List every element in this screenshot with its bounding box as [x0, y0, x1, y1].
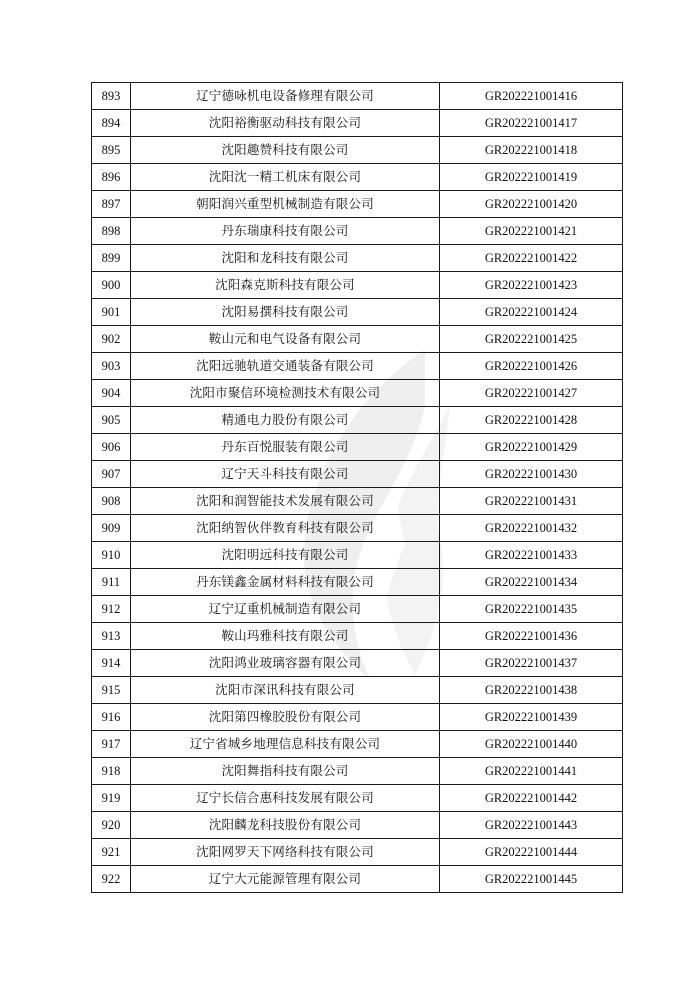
table-row — [92, 407, 623, 434]
company-name-cell: 丹东镁鑫金属材料科技有限公司 — [131, 569, 440, 596]
certificate-table — [91, 82, 623, 893]
row-number-cell: 899 — [92, 245, 131, 272]
company-name-cell: 鞍山玛雅科技有限公司 — [131, 623, 440, 650]
certificate-number-cell: GR202221001427 — [440, 380, 623, 407]
company-name-cell: 沈阳远驰轨道交通装备有限公司 — [131, 353, 440, 380]
certificate-number-cell: GR202221001425 — [440, 326, 623, 353]
company-name-cell: 辽宁长信合惠科技发展有限公司 — [131, 785, 440, 812]
certificate-number-cell: GR202221001439 — [440, 704, 623, 731]
certificate-number-cell: GR202221001445 — [440, 866, 623, 893]
table-row — [92, 812, 623, 839]
row-number-cell: 906 — [92, 434, 131, 461]
table-row — [92, 353, 623, 380]
certificate-number-cell: GR202221001431 — [440, 488, 623, 515]
certificate-number-cell: GR202221001433 — [440, 542, 623, 569]
table-row — [92, 785, 623, 812]
row-number-cell: 913 — [92, 623, 131, 650]
table-row — [92, 515, 623, 542]
company-name-cell: 沈阳网罗天下网络科技有限公司 — [131, 839, 440, 866]
row-number-cell: 897 — [92, 191, 131, 218]
company-name-cell: 朝阳润兴重型机械制造有限公司 — [131, 191, 440, 218]
row-number-cell: 914 — [92, 650, 131, 677]
table-row — [92, 272, 623, 299]
company-name-cell: 沈阳麟龙科技股份有限公司 — [131, 812, 440, 839]
table-row — [92, 623, 623, 650]
certificate-number-cell: GR202221001424 — [440, 299, 623, 326]
row-number-cell: 894 — [92, 110, 131, 137]
certificate-number-cell: GR202221001444 — [440, 839, 623, 866]
table-row — [92, 326, 623, 353]
table-row — [92, 461, 623, 488]
company-name-cell: 辽宁省城乡地理信息科技有限公司 — [131, 731, 440, 758]
company-name-cell: 精通电力股份有限公司 — [131, 407, 440, 434]
company-name-cell: 沈阳和润智能技术发展有限公司 — [131, 488, 440, 515]
table-row — [92, 380, 623, 407]
row-number-cell: 898 — [92, 218, 131, 245]
certificate-number-cell: GR202221001441 — [440, 758, 623, 785]
company-name-cell: 沈阳舞指科技有限公司 — [131, 758, 440, 785]
table-row — [92, 488, 623, 515]
company-name-cell: 沈阳裕衡驱动科技有限公司 — [131, 110, 440, 137]
certificate-number-cell: GR202221001418 — [440, 137, 623, 164]
company-name-cell: 沈阳易撰科技有限公司 — [131, 299, 440, 326]
company-name-cell: 辽宁大元能源管理有限公司 — [131, 866, 440, 893]
company-name-cell: 沈阳森克斯科技有限公司 — [131, 272, 440, 299]
row-number-cell: 916 — [92, 704, 131, 731]
row-number-cell: 915 — [92, 677, 131, 704]
certificate-number-cell: GR202221001417 — [440, 110, 623, 137]
table-row — [92, 758, 623, 785]
table-row — [92, 218, 623, 245]
table-body — [92, 83, 623, 893]
certificate-number-cell: GR202221001423 — [440, 272, 623, 299]
certificate-number-cell: GR202221001438 — [440, 677, 623, 704]
company-name-cell: 沈阳沈一精工机床有限公司 — [131, 164, 440, 191]
company-name-cell: 丹东瑞康科技有限公司 — [131, 218, 440, 245]
table-row — [92, 731, 623, 758]
row-number-cell: 902 — [92, 326, 131, 353]
table-row — [92, 137, 623, 164]
company-name-cell: 鞍山元和电气设备有限公司 — [131, 326, 440, 353]
row-number-cell: 910 — [92, 542, 131, 569]
row-number-cell: 920 — [92, 812, 131, 839]
company-name-cell: 沈阳和龙科技有限公司 — [131, 245, 440, 272]
company-name-cell: 丹东百悦服装有限公司 — [131, 434, 440, 461]
row-number-cell: 912 — [92, 596, 131, 623]
company-name-cell: 沈阳市聚信环境检测技术有限公司 — [131, 380, 440, 407]
table-row — [92, 650, 623, 677]
certificate-number-cell: GR202221001428 — [440, 407, 623, 434]
row-number-cell: 893 — [92, 83, 131, 110]
certificate-number-cell: GR202221001420 — [440, 191, 623, 218]
certificate-number-cell: GR202221001429 — [440, 434, 623, 461]
row-number-cell: 919 — [92, 785, 131, 812]
certificate-number-cell: GR202221001436 — [440, 623, 623, 650]
company-name-cell: 辽宁天斗科技有限公司 — [131, 461, 440, 488]
company-name-cell: 沈阳第四橡胶股份有限公司 — [131, 704, 440, 731]
certificate-number-cell: GR202221001434 — [440, 569, 623, 596]
table-row — [92, 569, 623, 596]
row-number-cell: 905 — [92, 407, 131, 434]
row-number-cell: 917 — [92, 731, 131, 758]
table-row — [92, 596, 623, 623]
row-number-cell: 908 — [92, 488, 131, 515]
table-row — [92, 704, 623, 731]
row-number-cell: 921 — [92, 839, 131, 866]
certificate-number-cell: GR202221001435 — [440, 596, 623, 623]
table-row — [92, 299, 623, 326]
certificate-number-cell: GR202221001442 — [440, 785, 623, 812]
table-row — [92, 110, 623, 137]
certificate-number-cell: GR202221001419 — [440, 164, 623, 191]
certificate-number-cell: GR202221001422 — [440, 245, 623, 272]
table-row — [92, 164, 623, 191]
row-number-cell: 911 — [92, 569, 131, 596]
row-number-cell: 909 — [92, 515, 131, 542]
row-number-cell: 901 — [92, 299, 131, 326]
table-row — [92, 677, 623, 704]
table-row — [92, 866, 623, 893]
company-name-cell: 辽宁辽重机械制造有限公司 — [131, 596, 440, 623]
company-name-cell: 沈阳鸿业玻璃容器有限公司 — [131, 650, 440, 677]
company-name-cell: 沈阳明远科技有限公司 — [131, 542, 440, 569]
row-number-cell: 907 — [92, 461, 131, 488]
certificate-number-cell: GR202221001416 — [440, 83, 623, 110]
row-number-cell: 896 — [92, 164, 131, 191]
certificate-number-cell: GR202221001432 — [440, 515, 623, 542]
row-number-cell: 903 — [92, 353, 131, 380]
table-row — [92, 542, 623, 569]
row-number-cell: 900 — [92, 272, 131, 299]
row-number-cell: 904 — [92, 380, 131, 407]
table-row — [92, 83, 623, 110]
table-row — [92, 434, 623, 461]
certificate-number-cell: GR202221001430 — [440, 461, 623, 488]
row-number-cell: 922 — [92, 866, 131, 893]
company-name-cell: 沈阳趣赞科技有限公司 — [131, 137, 440, 164]
table-row — [92, 839, 623, 866]
certificate-number-cell: GR202221001440 — [440, 731, 623, 758]
table-row — [92, 245, 623, 272]
certificate-number-cell: GR202221001426 — [440, 353, 623, 380]
company-name-cell: 沈阳市深讯科技有限公司 — [131, 677, 440, 704]
company-name-cell: 沈阳纳智伙伴教育科技有限公司 — [131, 515, 440, 542]
company-name-cell: 辽宁德咏机电设备修理有限公司 — [131, 83, 440, 110]
row-number-cell: 895 — [92, 137, 131, 164]
certificate-number-cell: GR202221001437 — [440, 650, 623, 677]
certificate-number-cell: GR202221001421 — [440, 218, 623, 245]
table-row — [92, 191, 623, 218]
row-number-cell: 918 — [92, 758, 131, 785]
certificate-number-cell: GR202221001443 — [440, 812, 623, 839]
